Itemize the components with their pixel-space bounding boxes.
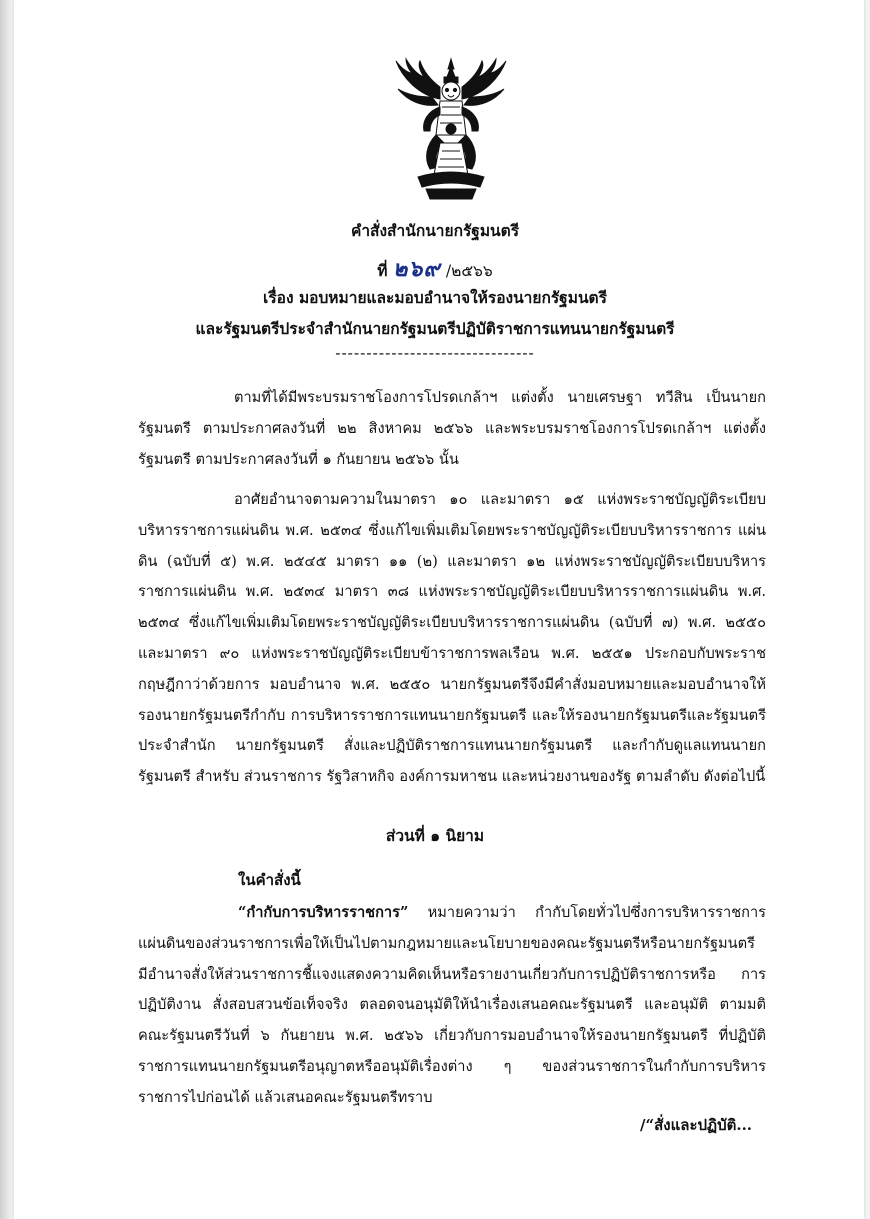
definition-paragraph <box>138 898 766 1114</box>
continuation-marker: /“สั่งและปฏิบัติ... <box>640 1116 753 1134</box>
definition-term: “กำกับการบริหารราชการ” <box>238 904 409 921</box>
order-number-prefix: ที่ <box>377 261 388 280</box>
definition-text: หมายความว่า กำกับโดยทั่วไปซึ่งการบริหารราชการ แผ่นดินของส่วนราชการเพื่อให้เป็นไปตามกฎหมายและนโยบายของคณะรัฐมนตรีหรือนายกรัฐมนตรี มีอำนาจสั่งให้ส่วนราชการชี้แจงแสดงความคิดเห็นหรือรายงานเกี่ยวกับการปฏิบัติราชการหรือ การปฏิบัติงาน สั่งสอบสวนข้อเท็จจริง ตลอดจนอนุมัติให้นำเรื่องเสนอคณะรัฐมนตรี และอนุมัติ ตามมติคณะรัฐมนตรีวันที่ ๖ กันยายน พ.ศ. ๒๕๖๖ เกี่ยวกับการมอบอำนาจให้รองนายกรัฐมนตรี ที่ปฏิบัติราชการแทนนายกรัฐมนตรีอนุญาตหรืออนุมัติเรื่องต่าง ๆ ของส่วนราชการในกำกับการบริหาร ราชการไปก่อนได้ แล้วเสนอคณะรัฐมนตรีทราบ <box>138 904 766 1106</box>
paragraph-appointment: ตามที่ได้มีพระบรมราชโองการโปรดเกล้าฯ แต่งตั้ง นายเศรษฐา ทวีสิน เป็นนายกรัฐมนตรี ตามประกาศลงวันที่ ๒๒ สิงหาคม ๒๕๖๖ และพระบรมราชโองการโปรดเกล้าฯ แต่งตั้งรัฐมนตรี ตามประกาศลงวันที่ ๑ กันยายน ๒๕๖๖ นั้น <box>138 389 766 468</box>
paragraph-legal-authority: อาศัยอำนาจตามความในมาตรา ๑๐ และมาตรา ๑๕ แห่งพระราชบัญญัติระเบียบ บริหารราชการแผ่นดิน พ.ศ. ๒๕๓๔ ซึ่งแก้ไขเพิ่มเติมโดยพระราชบัญญัติระเบียบบริหารราชการ แผ่นดิน (ฉบับที่ ๕) พ.ศ. ๒๕๔๕ มาตรา ๑๑ (๒) และมาตรา ๑๒ แห่งพระราชบัญญัติระเบียบบริหาร ราชการแผ่นดิน พ.ศ. ๒๕๓๔ มาตรา ๓๘ แห่งพระราชบัญญัติระเบียบบริหารราชการแผ่นดิน พ.ศ. ๒๕๓๔ ซึ่งแก้ไขเพิ่มเติมโดยพระราชบัญญัติระเบียบบริหารราชการแผ่นดิน (ฉบับที่ ๗) พ.ศ. ๒๕๕๐ และมาตรา ๙๐ แห่งพระราชบัญญัติระเบียบข้าราชการพลเรือน พ.ศ. ๒๕๕๑ ประกอบกับพระราชกฤษฎีกาว่าด้วยการ มอบอำนาจ พ.ศ. ๒๕๕๐ นายกรัฐมนตรีจึงมีคำสั่งมอบหมายและมอบอำนาจให้รองนายกรัฐมนตรีกำกับ การบริหารราชการแทนนายกรัฐมนตรี และให้รองนายกรัฐมนตรีและรัฐมนตรีประจำสำนัก นายกรัฐมนตรี สั่งและปฏิบัติราชการแทนนายกรัฐมนตรี และกำกับดูแลแทนนายกรัฐมนตรี สำหรับ ส่วนราชการ รัฐวิสาหกิจ องค์การมหาชน และหน่วยงานของรัฐ ตามลำดับ ดังต่อไปนี้ <box>138 491 766 786</box>
page-edge-shadow <box>0 0 14 1219</box>
garuda-emblem-icon <box>388 55 514 203</box>
separator-line: -------------------------------- <box>335 344 535 362</box>
order-number-line <box>0 251 870 286</box>
subject-line-1: เรื่อง มอบหมายและมอบอำนาจให้รองนายกรัฐมนตรี <box>263 288 607 307</box>
section-heading: ส่วนที่ ๑ นิยาม <box>385 826 485 845</box>
subject-line-2: และรัฐมนตรีประจำสำนักนายกรัฐมนตรีปฏิบัติราชการแทนนายกรัฐมนตรี <box>195 319 675 338</box>
definitions-heading: ในคำสั่งนี้ <box>238 871 301 889</box>
order-year: /๒๕๖๖ <box>445 262 493 280</box>
order-title: คำสั่งสำนักนายกรัฐมนตรี <box>350 221 520 240</box>
order-number: ๒๖๙ <box>392 257 441 282</box>
